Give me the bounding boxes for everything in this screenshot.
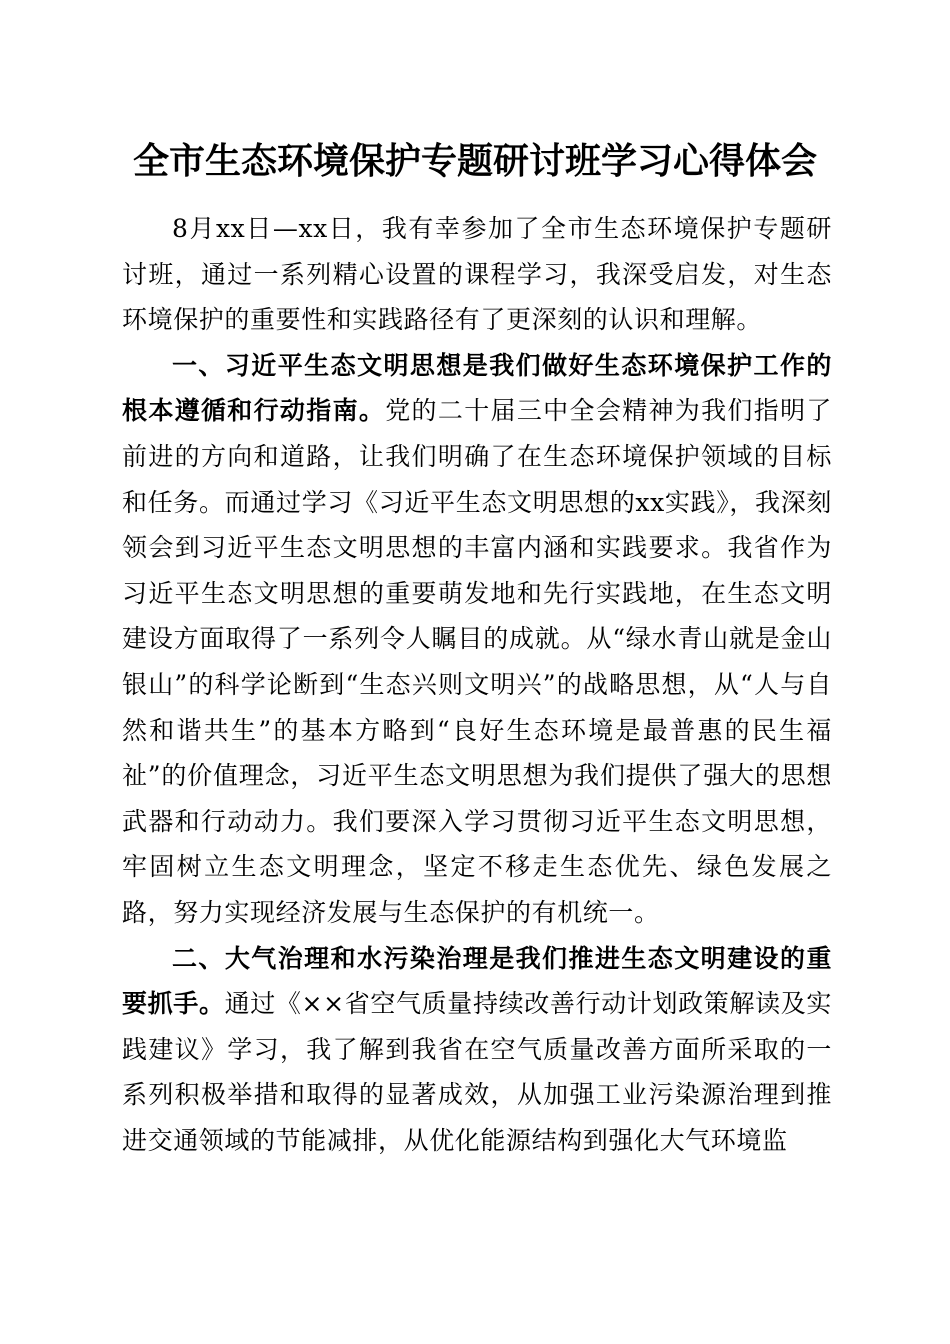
paragraph-lead: 二、大气治理和水污染治理是我们推进生态文明建设的重要抓手。 [122, 943, 832, 1019]
paragraph-text: 8月xx日—xx日，我有幸参加了全市生态环境保护专题研讨班，通过一系列精心设置的课程学习，我深受启发，对生态环境保护的重要性和实践路径有了更深刻的认识和理解。 [122, 214, 832, 335]
paragraph-text: 党的二十届三中全会精神为我们指明了前进的方向和道路，让我们明确了在生态环境保护领域的目标和任务。而通过学习《习近平生态文明思想的xx实践》，我深刻领会到习近平生态文明思想的丰富内涵和实践要求。我省作为习近平生态文明思想的重要萌发地和先行实践地，在生态文明建设方面取得了一系列令人瞩目的成就。从“绿水青山就是金山银山”的科学论断到“生态兴则文明兴”的战略思想，从“人与自然和谐共生”的基本方略到“良好生态环境是最普惠的民生福祉”的价值理念，习近平生态文明思想为我们提供了强大的思想武器和行动动力。我们要深入学习贯彻习近平生态文明思想，牢固树立生态文明理念，坚定不移走生态优先、绿色发展之路，努力实现经济发展与生态保护的有机统一。 [122, 396, 832, 927]
paragraph-intro [122, 206, 832, 343]
paragraph-section-2 [122, 936, 832, 1164]
paragraph-section-1 [122, 343, 832, 936]
paragraph-lead: 一、习近平生态文明思想是我们做好生态环境保护工作的根本遵循和行动指南。 [122, 350, 832, 426]
document-title: 全市生态环境保护专题研讨班学习心得体会 [132, 140, 817, 182]
paragraph-text: 通过《××省空气质量持续改善行动计划政策解读及实践建议》学习，我了解到我省在空气质量改善方面所采取的一系列积极举措和取得的显著成效，从加强工业污染源治理到推进交通领域的节能减排，从优化能源结构到强化大气环境监 [122, 989, 833, 1155]
document-body [122, 206, 832, 1163]
